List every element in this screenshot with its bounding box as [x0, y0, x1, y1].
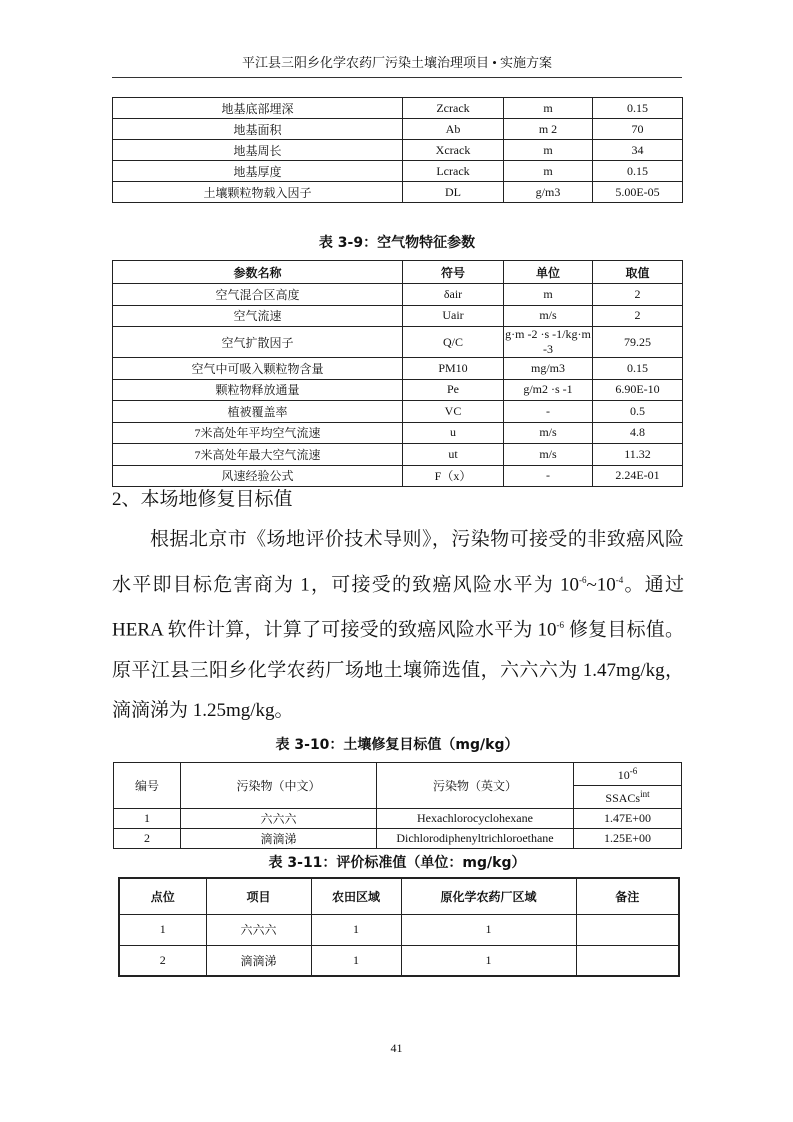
table-cell: m 2 [504, 119, 593, 140]
table-row [113, 422, 683, 444]
table-cell: 空气中可吸入颗粒物含量 [113, 358, 403, 380]
table-cell: m [504, 161, 593, 182]
running-header: 平江县三阳乡化学农药厂污染土壤治理项目 • 实施方案 [241, 55, 553, 70]
header-cell: 单位 [504, 261, 593, 284]
table-cell: 地基厚度 [113, 161, 403, 182]
table-cell: 2.24E-01 [593, 465, 683, 487]
table-row [113, 358, 683, 380]
table-3-11 [118, 877, 680, 977]
table-row [113, 98, 683, 119]
header-cell: 参数名称 [113, 261, 403, 284]
table-3-11-caption: 表 3-11：评价标准值（单位：mg/kg） [268, 855, 526, 871]
table-cell: 风速经验公式 [113, 465, 403, 487]
table-cell: PM10 [403, 358, 504, 380]
table-row [113, 140, 683, 161]
table-cell: 1 [311, 945, 401, 976]
header-cell: 污染物（中文） [181, 763, 377, 809]
table-cell: 0.5 [593, 401, 683, 423]
table-cell: g·m -2 ·s -1/kg·m -3 [505, 327, 591, 356]
table-cell: g/m3 [504, 182, 593, 203]
table-cell: 空气流速 [113, 305, 403, 327]
table-cell: m/s [504, 444, 593, 466]
header-cell-ssacs: SSACs$^{int}$ [574, 786, 682, 809]
table-cell: 土壤颗粒物载入因子 [113, 182, 403, 203]
table-cell: 4.8 [593, 422, 683, 444]
table-cell: F（x） [403, 465, 504, 487]
table-cell: 6.90E-10 [593, 379, 683, 401]
table-row [113, 305, 683, 327]
table-cell: 34 [593, 140, 683, 161]
header-cell: 原化学农药厂区域 [401, 878, 576, 914]
table-cell: Zcrack [403, 98, 504, 119]
table-cell: g/m2 ·s -1 [504, 379, 593, 401]
table-cell: Uair [403, 305, 504, 327]
header-cell: 项目 [206, 878, 311, 914]
table-row [113, 161, 683, 182]
table-cell: DL [403, 182, 504, 203]
table-cell: 5.00E-05 [593, 182, 683, 203]
table-cell: 7米高处年平均空气流速 [113, 422, 403, 444]
header-cell-risk: $10^{-6}$ [574, 763, 682, 786]
table-cell: - [504, 401, 593, 423]
table-cell: 1 [401, 914, 576, 945]
table-row [113, 119, 683, 140]
page-number: 41 [390, 1041, 403, 1055]
table-3-9-caption: 表 3-9：空气物特征参数 [318, 235, 476, 251]
table-cell: 2 [119, 945, 206, 976]
table-cell: 1 [401, 945, 576, 976]
table-cell: 7米高处年最大空气流速 [113, 444, 403, 466]
table-3-9 [112, 260, 683, 487]
table-row [119, 914, 679, 945]
table-cell: Lcrack [403, 161, 504, 182]
table-cell: 2 [593, 305, 683, 327]
section-paragraph: 根据北京市《场地评价技术导则》，污染物可接受的非致癌风险水平即目标危害商为 1，可接受的致癌风险水平为 $10^{-6}\sim 10^{-4}$。通过 HERA 软件计算，计算了可接受的致癌风险水平为 $10^{-6}$ 修复目标值。原平江县三阳乡化学农药厂场地土壤筛选值，六六六为 1.47mg/kg，滴滴涕为 1.25mg/kg。 [112, 529, 684, 721]
header-cell: 点位 [119, 878, 206, 914]
header-cell: 农田区域 [311, 878, 401, 914]
table-cell [576, 945, 679, 976]
table-cell: 六六六 [206, 914, 311, 945]
table-cell: 空气混合区高度 [113, 284, 403, 306]
table-cell: δair [403, 284, 504, 306]
table-cell: m/s [504, 305, 593, 327]
table-cell: 植被覆盖率 [113, 401, 403, 423]
table-row [113, 401, 683, 423]
table-cell: 1 [119, 914, 206, 945]
table-cell: 0.15 [593, 358, 683, 380]
header-cell: 备注 [576, 878, 679, 914]
table-cell: 79.25 [593, 327, 683, 358]
table-foundation-params [112, 97, 683, 203]
table-cell: Xcrack [403, 140, 504, 161]
table-cell: VC [403, 401, 504, 423]
table-cell: ut [403, 444, 504, 466]
table-cell: 70 [593, 119, 683, 140]
table-cell: - [504, 465, 593, 487]
table-cell: Ab [403, 119, 504, 140]
table-cell: 0.15 [593, 161, 683, 182]
table-row [119, 945, 679, 976]
table-row [113, 327, 683, 358]
table-cell: 地基底部埋深 [113, 98, 403, 119]
table-cell: u [403, 422, 504, 444]
table-cell: 空气扩散因子 [113, 327, 403, 358]
section-title: 2、本场地修复目标值 [112, 489, 293, 510]
table-row [113, 182, 683, 203]
table-cell: 地基面积 [113, 119, 403, 140]
table-cell: m [504, 140, 593, 161]
table-cell: 11.32 [593, 444, 683, 466]
table-3-10: 编号 污染物（中文） 污染物（英文） $10^{-6}$ SSACs$^{int}$ 1 六六六 Hexachlorocyclohexane 1.47E+00 2 滴滴涕 Dichlorodiphenyltrichloroethane 1.25E+00 [113, 762, 682, 849]
table-cell: 颗粒物释放通量 [113, 379, 403, 401]
header-cell: 取值 [593, 261, 683, 284]
table-cell: mg/m3 [504, 358, 593, 380]
table-3-10-caption: 表 3-10：土壤修复目标值（mg/kg） [275, 737, 519, 753]
table-cell: 2 [593, 284, 683, 306]
table-cell [576, 914, 679, 945]
table-cell: m [504, 98, 593, 119]
table-cell: 地基周长 [113, 140, 403, 161]
table-cell: 1 [311, 914, 401, 945]
table-cell: m [504, 284, 593, 306]
table-row [113, 379, 683, 401]
header-cell: 编号 [114, 763, 181, 809]
table-cell: m/s [504, 422, 593, 444]
header-cell: 污染物（英文） [377, 763, 574, 809]
table-cell: 0.15 [593, 98, 683, 119]
table-cell: Q/C [403, 327, 504, 358]
header-rule [112, 77, 682, 78]
header-cell: 符号 [403, 261, 504, 284]
table-row [113, 284, 683, 306]
table-cell: 滴滴涕 [206, 945, 311, 976]
table-cell: Pe [403, 379, 504, 401]
table-row [113, 444, 683, 466]
